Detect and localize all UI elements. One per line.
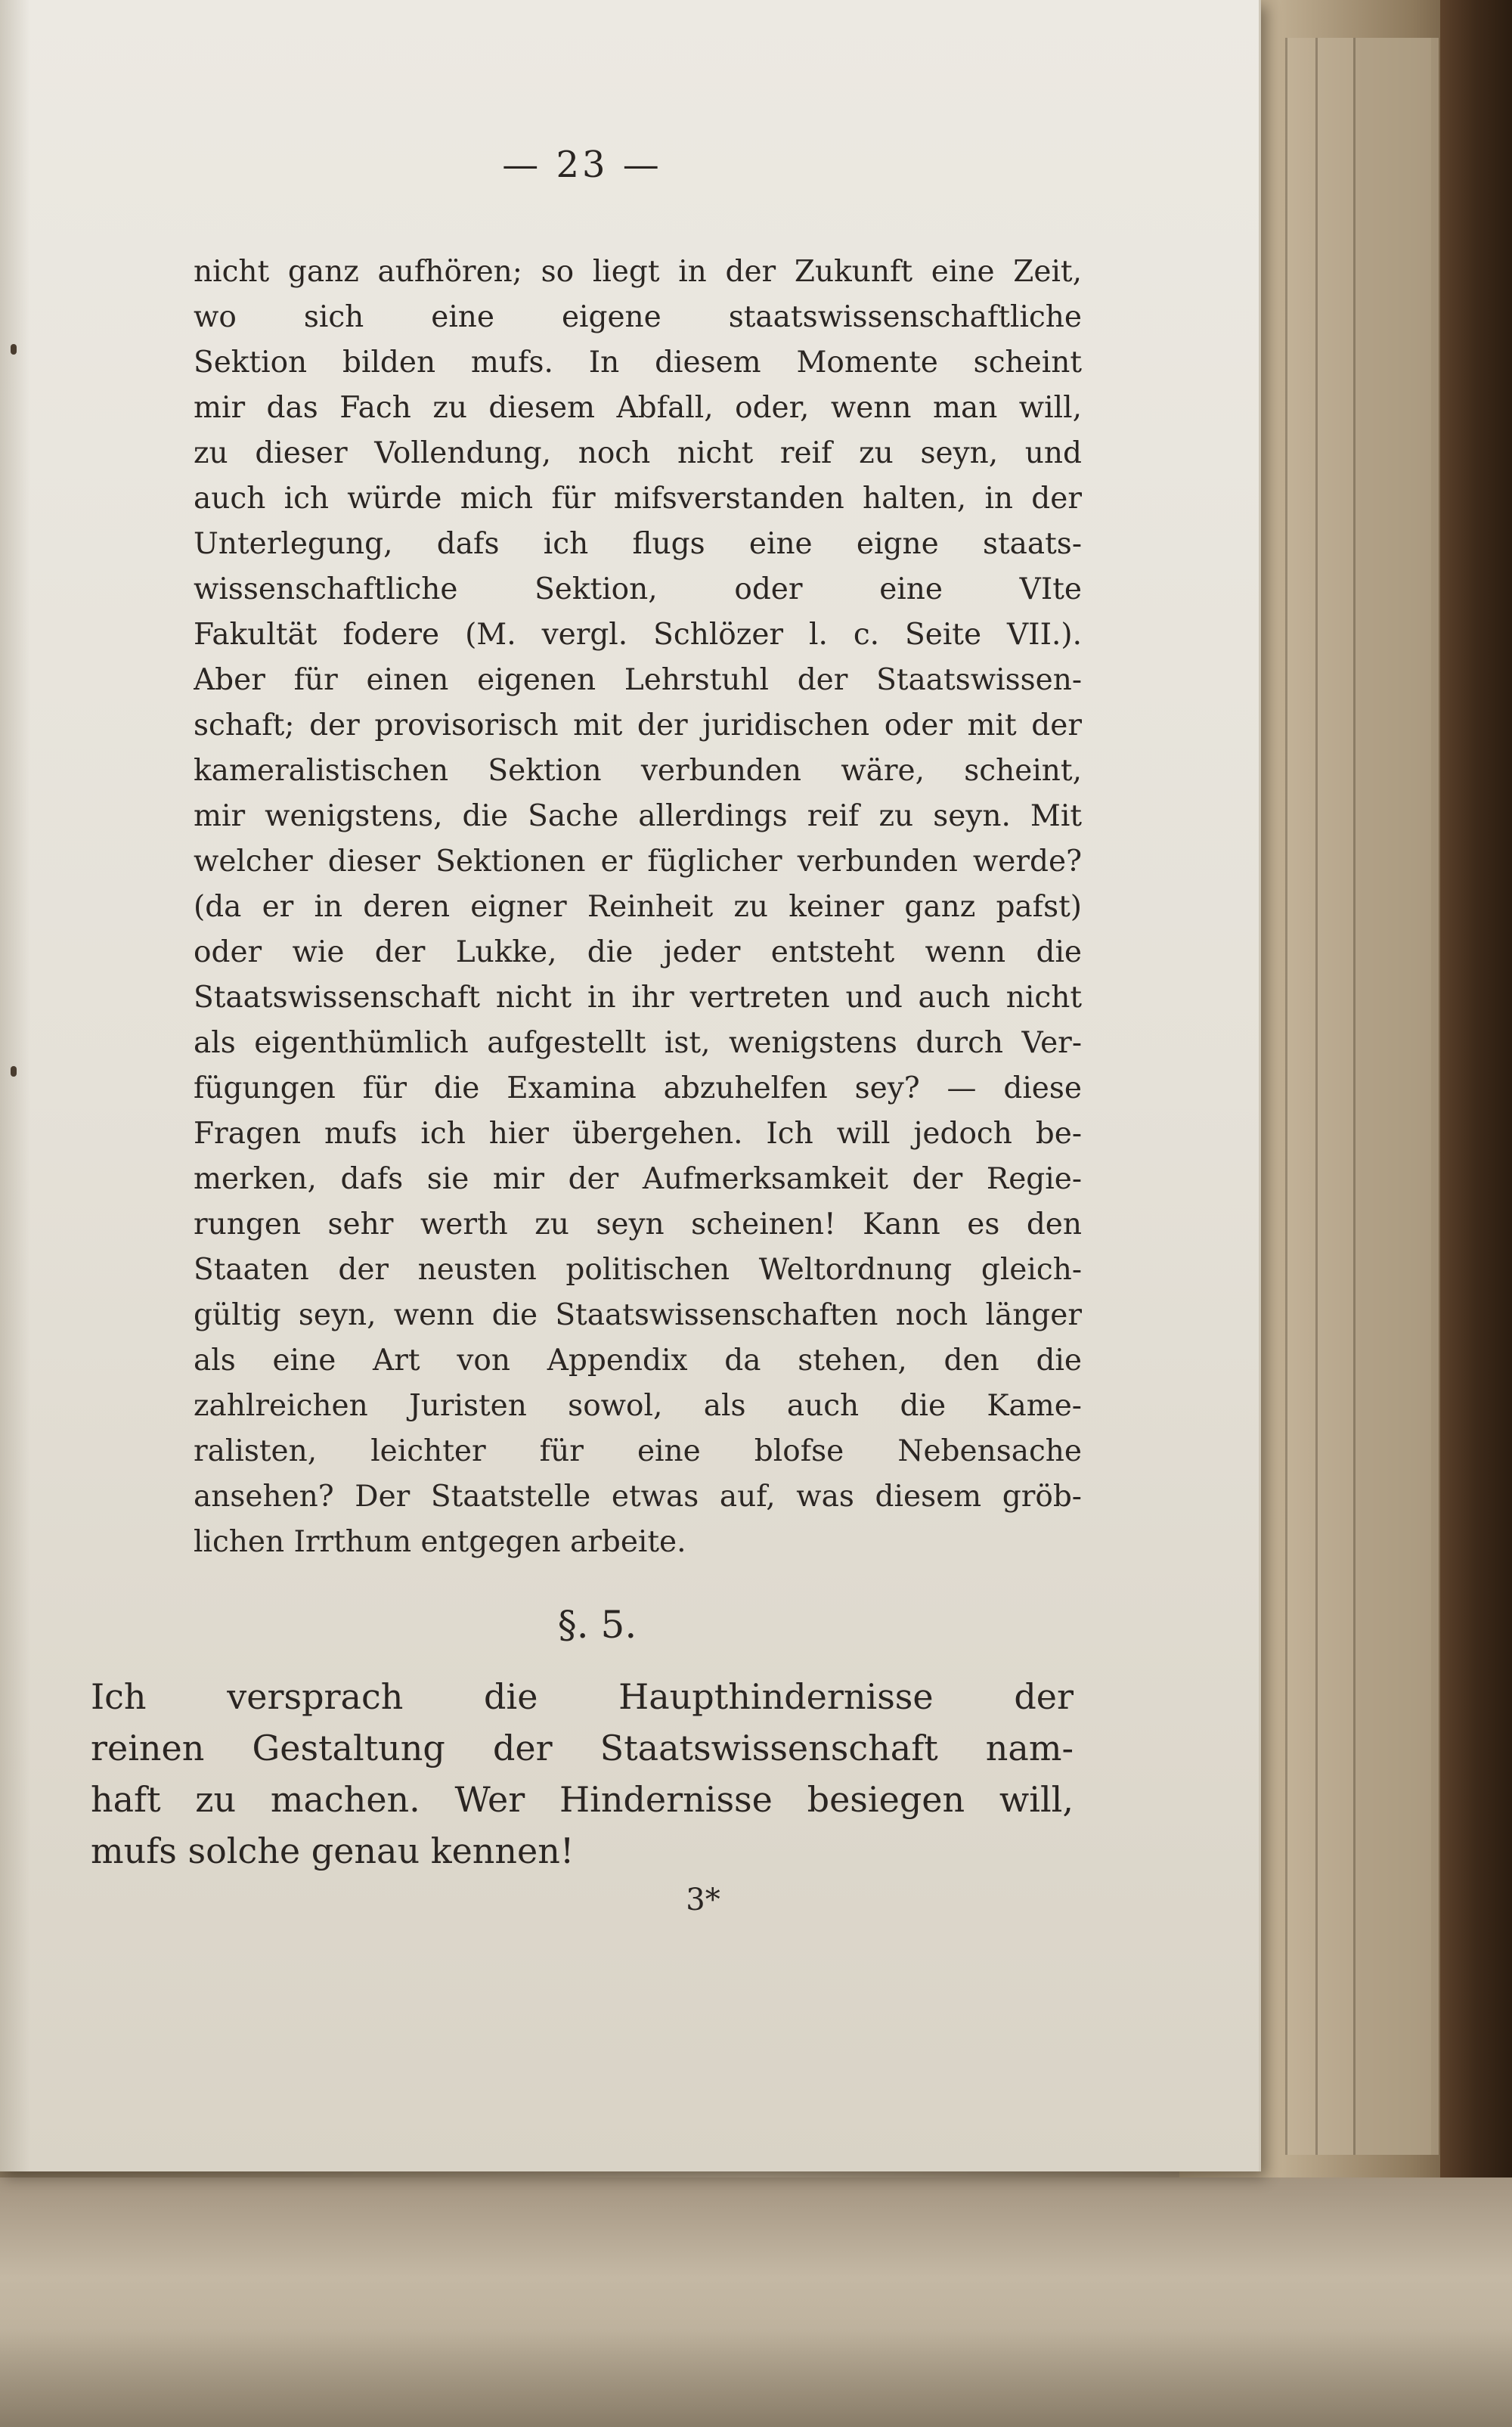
signature-mark: 3* <box>686 1883 720 1917</box>
text-line: ralisten, leichter für eine blofse Nebensache <box>194 1434 1082 1468</box>
text-line: fügungen für die Examina abzuhelfen sey? — diese <box>194 1071 1082 1105</box>
text-line: schaft; der provisorisch mit der juridischen oder mit der <box>194 708 1082 742</box>
text-line: mir das Fach zu diesem Abfall, oder, wenn man will, <box>194 391 1082 425</box>
text-line: lichen Irrthum entgegen arbeite. <box>194 1525 686 1559</box>
text-line: zahlreichen Juristen sowol, als auch die Kame- <box>194 1389 1082 1423</box>
page-header: — 23 — <box>502 144 662 186</box>
text-line: kameralistischen Sektion verbunden wäre, scheint, <box>194 754 1082 788</box>
text-line: haft zu machen. Wer Hindernisse besiegen will, <box>91 1779 1074 1820</box>
text-line: Ich versprach die Haupthindernisse der <box>91 1676 1074 1717</box>
binding-hole <box>11 344 17 355</box>
text-line: als eine Art von Appendix da stehen, den die <box>194 1344 1082 1378</box>
text-line: (da er in deren eigner Reinheit zu keiner ganz pafst) <box>194 890 1082 924</box>
section-heading: §. 5. <box>557 1603 637 1647</box>
gutter-shade <box>0 0 30 2171</box>
text-line: auch ich würde mich für mifsverstanden halten, in der <box>194 482 1082 516</box>
text-line: zu dieser Vollendung, noch nicht reif zu seyn, und <box>194 436 1082 470</box>
text-line: nicht ganz aufhören; so liegt in der Zukunft eine Zeit, <box>194 255 1082 289</box>
text-line: als eigenthümlich aufgestellt ist, wenigstens durch Ver- <box>194 1026 1082 1060</box>
text-line: Sektion bilden mufs. In diesem Momente scheint <box>194 346 1082 380</box>
book-spine <box>1440 0 1512 2427</box>
text-line: rungen sehr werth zu seyn scheinen! Kann es den <box>194 1207 1082 1241</box>
text-line: reinen Gestaltung der Staatswissenschaft nam- <box>91 1728 1074 1768</box>
section-paragraph <box>91 1671 1074 1877</box>
text-line: Fragen mufs ich hier übergehen. Ich will jedoch be- <box>194 1117 1082 1151</box>
text-line: merken, dafs sie mir der Aufmerksamkeit der Regie- <box>194 1162 1082 1196</box>
text-line: oder wie der Lukke, die jeder entsteht wenn die <box>194 935 1082 969</box>
text-line: Unterlegung, dafs ich flugs eine eigne staats- <box>194 527 1082 561</box>
text-line: Staatswissenschaft nicht in ihr vertreten und auch nicht <box>194 981 1082 1015</box>
text-line: Staaten der neusten politischen Weltordnung gleich- <box>194 1253 1082 1287</box>
text-line: mufs solche genau kennen! <box>91 1830 575 1871</box>
binding-hole <box>11 1066 17 1077</box>
text-line: gültig seyn, wenn die Staatswissenschaften noch länger <box>194 1298 1082 1332</box>
text-line: Aber für einen eigenen Lehrstuhl der Staatswissen- <box>194 663 1082 697</box>
text-line: Fakultät fodere (M. vergl. Schlözer l. c. Seite VII.). <box>194 618 1082 652</box>
text-line: wissenschaftliche Sektion, oder eine VIte <box>194 572 1082 606</box>
text-line: welcher dieser Sektionen er füglicher verbunden werde? <box>194 845 1082 879</box>
page-edge-layer <box>1353 38 1439 2155</box>
text-line: wo sich eine eigene staatswissenschaftliche <box>194 300 1082 334</box>
text-line: ansehen? Der Staatstelle etwas auf, was diesem gröb- <box>194 1480 1082 1514</box>
main-paragraph <box>194 250 1082 1565</box>
text-line: mir wenigstens, die Sache allerdings reif zu seyn. Mit <box>194 799 1082 833</box>
bottom-shadow <box>0 2329 1512 2427</box>
